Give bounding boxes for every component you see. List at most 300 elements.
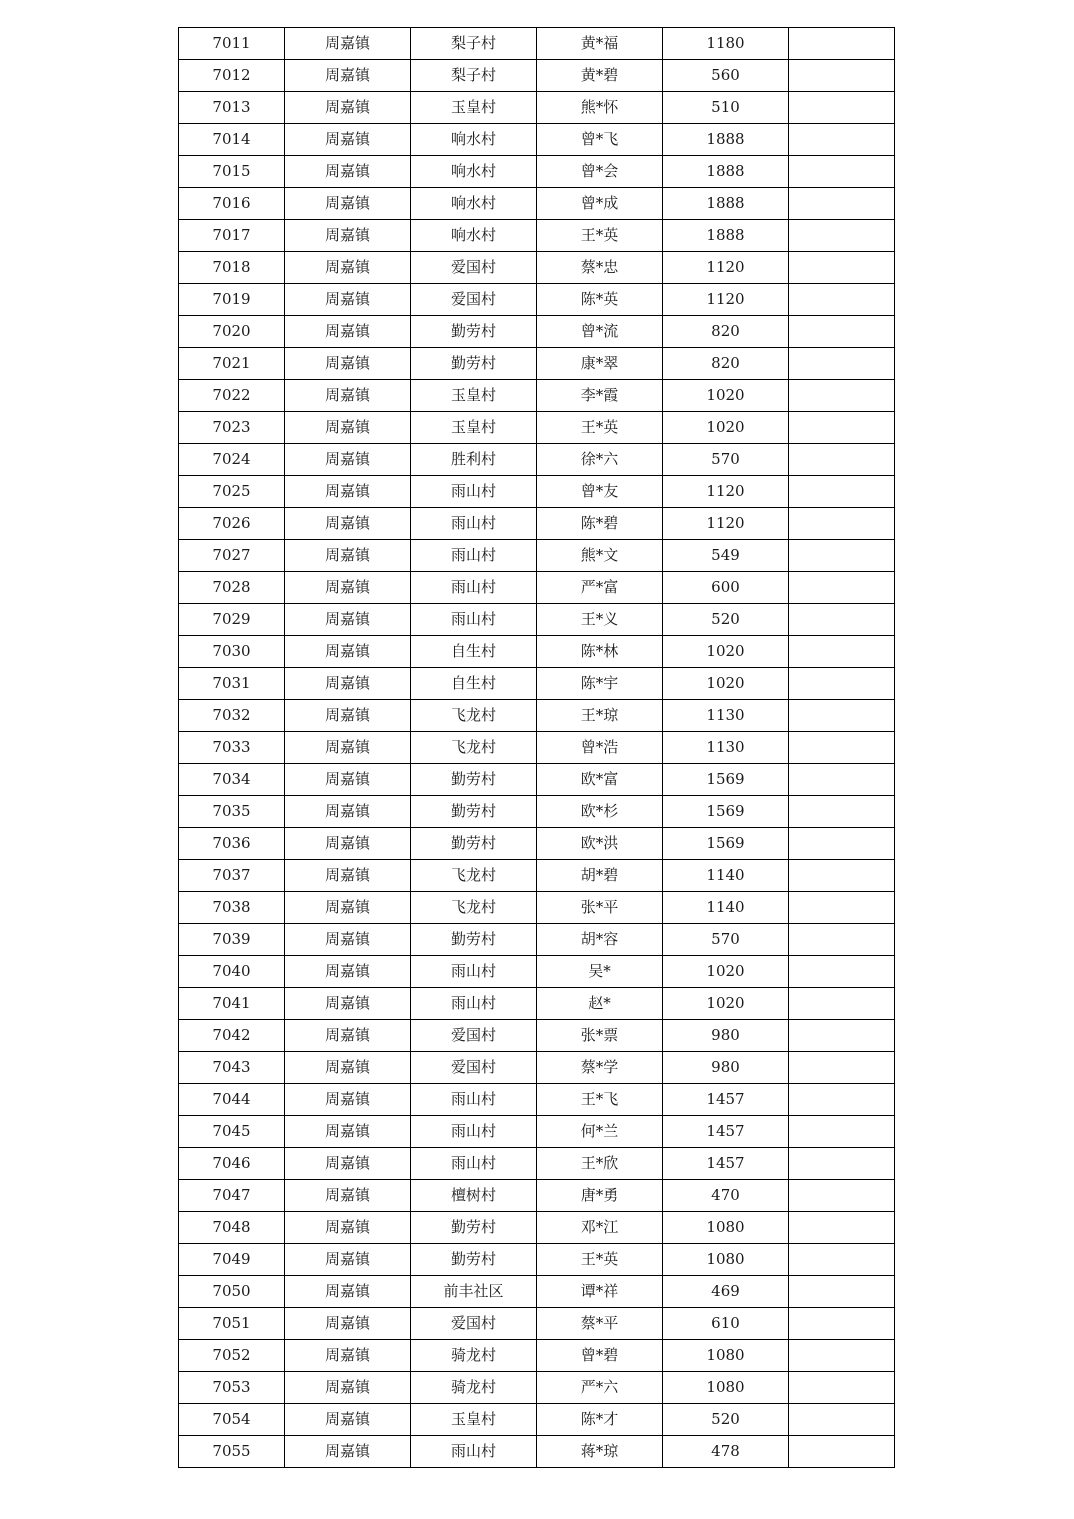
- note-cell: [789, 540, 895, 572]
- person-name-cell: 欧*杉: [537, 796, 663, 828]
- person-name-cell: 陈*英: [537, 284, 663, 316]
- note-cell: [789, 156, 895, 188]
- amount-cell: 549: [663, 540, 789, 572]
- note-cell: [789, 188, 895, 220]
- person-name-cell: 王*琼: [537, 700, 663, 732]
- note-cell: [789, 764, 895, 796]
- town-cell: 周嘉镇: [285, 700, 411, 732]
- town-cell: 周嘉镇: [285, 796, 411, 828]
- village-cell: 梨子村: [411, 28, 537, 60]
- serial-number-cell: 7018: [179, 252, 285, 284]
- note-cell: [789, 1244, 895, 1276]
- table-row: [179, 60, 895, 92]
- note-cell: [789, 732, 895, 764]
- table-row: [179, 1180, 895, 1212]
- village-cell: 雨山村: [411, 956, 537, 988]
- note-cell: [789, 892, 895, 924]
- note-cell: [789, 1116, 895, 1148]
- table-row: [179, 956, 895, 988]
- note-cell: [789, 1052, 895, 1084]
- person-name-cell: 欧*富: [537, 764, 663, 796]
- note-cell: [789, 444, 895, 476]
- note-cell: [789, 124, 895, 156]
- village-cell: 檀树村: [411, 1180, 537, 1212]
- note-cell: [789, 668, 895, 700]
- table-row: [179, 988, 895, 1020]
- serial-number-cell: 7047: [179, 1180, 285, 1212]
- amount-cell: 570: [663, 924, 789, 956]
- village-cell: 爱国村: [411, 1308, 537, 1340]
- person-name-cell: 蔡*平: [537, 1308, 663, 1340]
- table-row: [179, 924, 895, 956]
- town-cell: 周嘉镇: [285, 1052, 411, 1084]
- note-cell: [789, 860, 895, 892]
- village-cell: 玉皇村: [411, 92, 537, 124]
- table-row: [179, 1020, 895, 1052]
- town-cell: 周嘉镇: [285, 1340, 411, 1372]
- town-cell: 周嘉镇: [285, 380, 411, 412]
- table-row: [179, 700, 895, 732]
- village-cell: 响水村: [411, 156, 537, 188]
- person-name-cell: 王*飞: [537, 1084, 663, 1116]
- serial-number-cell: 7037: [179, 860, 285, 892]
- table-row: [179, 124, 895, 156]
- person-name-cell: 曾*飞: [537, 124, 663, 156]
- village-cell: 自生村: [411, 668, 537, 700]
- amount-cell: 1020: [663, 956, 789, 988]
- serial-number-cell: 7033: [179, 732, 285, 764]
- person-name-cell: 陈*碧: [537, 508, 663, 540]
- note-cell: [789, 604, 895, 636]
- serial-number-cell: 7046: [179, 1148, 285, 1180]
- amount-cell: 560: [663, 60, 789, 92]
- person-name-cell: 王*英: [537, 1244, 663, 1276]
- note-cell: [789, 284, 895, 316]
- amount-cell: 1180: [663, 28, 789, 60]
- amount-cell: 820: [663, 348, 789, 380]
- note-cell: [789, 1308, 895, 1340]
- serial-number-cell: 7051: [179, 1308, 285, 1340]
- note-cell: [789, 1340, 895, 1372]
- town-cell: 周嘉镇: [285, 860, 411, 892]
- town-cell: 周嘉镇: [285, 220, 411, 252]
- amount-cell: 1569: [663, 796, 789, 828]
- town-cell: 周嘉镇: [285, 956, 411, 988]
- village-cell: 飞龙村: [411, 860, 537, 892]
- note-cell: [789, 28, 895, 60]
- serial-number-cell: 7044: [179, 1084, 285, 1116]
- town-cell: 周嘉镇: [285, 572, 411, 604]
- table-row: [179, 1436, 895, 1468]
- person-name-cell: 李*霞: [537, 380, 663, 412]
- note-cell: [789, 924, 895, 956]
- person-name-cell: 蔡*学: [537, 1052, 663, 1084]
- person-name-cell: 王*英: [537, 412, 663, 444]
- note-cell: [789, 60, 895, 92]
- amount-cell: 478: [663, 1436, 789, 1468]
- table-row: [179, 444, 895, 476]
- serial-number-cell: 7035: [179, 796, 285, 828]
- village-cell: 雨山村: [411, 604, 537, 636]
- town-cell: 周嘉镇: [285, 732, 411, 764]
- table-row: [179, 220, 895, 252]
- town-cell: 周嘉镇: [285, 188, 411, 220]
- town-cell: 周嘉镇: [285, 1148, 411, 1180]
- note-cell: [789, 828, 895, 860]
- table-row: [179, 540, 895, 572]
- town-cell: 周嘉镇: [285, 1244, 411, 1276]
- village-cell: 雨山村: [411, 572, 537, 604]
- table-row: [179, 604, 895, 636]
- table-body: [179, 28, 895, 1468]
- town-cell: 周嘉镇: [285, 508, 411, 540]
- village-cell: 雨山村: [411, 540, 537, 572]
- serial-number-cell: 7032: [179, 700, 285, 732]
- amount-cell: 1140: [663, 860, 789, 892]
- amount-cell: 469: [663, 1276, 789, 1308]
- amount-cell: 510: [663, 92, 789, 124]
- village-cell: 雨山村: [411, 508, 537, 540]
- note-cell: [789, 1404, 895, 1436]
- note-cell: [789, 1436, 895, 1468]
- serial-number-cell: 7048: [179, 1212, 285, 1244]
- village-cell: 勤劳村: [411, 764, 537, 796]
- town-cell: 周嘉镇: [285, 924, 411, 956]
- village-cell: 勤劳村: [411, 348, 537, 380]
- table-row: [179, 380, 895, 412]
- amount-cell: 1020: [663, 380, 789, 412]
- serial-number-cell: 7038: [179, 892, 285, 924]
- serial-number-cell: 7011: [179, 28, 285, 60]
- table-row: [179, 860, 895, 892]
- amount-cell: 1888: [663, 156, 789, 188]
- note-cell: [789, 636, 895, 668]
- town-cell: 周嘉镇: [285, 764, 411, 796]
- town-cell: 周嘉镇: [285, 1372, 411, 1404]
- person-name-cell: 熊*文: [537, 540, 663, 572]
- town-cell: 周嘉镇: [285, 1404, 411, 1436]
- village-cell: 雨山村: [411, 1084, 537, 1116]
- town-cell: 周嘉镇: [285, 1436, 411, 1468]
- person-name-cell: 蔡*忠: [537, 252, 663, 284]
- village-cell: 响水村: [411, 188, 537, 220]
- person-name-cell: 胡*容: [537, 924, 663, 956]
- person-name-cell: 陈*林: [537, 636, 663, 668]
- note-cell: [789, 956, 895, 988]
- table-row: [179, 1244, 895, 1276]
- table-row: [179, 1148, 895, 1180]
- table-row: [179, 508, 895, 540]
- town-cell: 周嘉镇: [285, 28, 411, 60]
- amount-cell: 820: [663, 316, 789, 348]
- serial-number-cell: 7028: [179, 572, 285, 604]
- village-cell: 勤劳村: [411, 316, 537, 348]
- person-name-cell: 黄*福: [537, 28, 663, 60]
- person-name-cell: 唐*勇: [537, 1180, 663, 1212]
- town-cell: 周嘉镇: [285, 92, 411, 124]
- person-name-cell: 何*兰: [537, 1116, 663, 1148]
- serial-number-cell: 7052: [179, 1340, 285, 1372]
- table-row: [179, 348, 895, 380]
- village-cell: 玉皇村: [411, 412, 537, 444]
- person-name-cell: 张*平: [537, 892, 663, 924]
- town-cell: 周嘉镇: [285, 348, 411, 380]
- serial-number-cell: 7054: [179, 1404, 285, 1436]
- table-row: [179, 1052, 895, 1084]
- amount-cell: 1569: [663, 764, 789, 796]
- town-cell: 周嘉镇: [285, 316, 411, 348]
- table-row: [179, 316, 895, 348]
- town-cell: 周嘉镇: [285, 636, 411, 668]
- village-cell: 骑龙村: [411, 1372, 537, 1404]
- amount-cell: 1569: [663, 828, 789, 860]
- table-row: [179, 764, 895, 796]
- amount-cell: 1020: [663, 412, 789, 444]
- note-cell: [789, 380, 895, 412]
- person-name-cell: 曾*会: [537, 156, 663, 188]
- table-row: [179, 892, 895, 924]
- town-cell: 周嘉镇: [285, 540, 411, 572]
- person-name-cell: 曾*浩: [537, 732, 663, 764]
- person-name-cell: 曾*碧: [537, 1340, 663, 1372]
- serial-number-cell: 7049: [179, 1244, 285, 1276]
- town-cell: 周嘉镇: [285, 476, 411, 508]
- person-name-cell: 吴*: [537, 956, 663, 988]
- table-row: [179, 1340, 895, 1372]
- village-cell: 爱国村: [411, 252, 537, 284]
- person-name-cell: 张*票: [537, 1020, 663, 1052]
- village-cell: 爱国村: [411, 1020, 537, 1052]
- serial-number-cell: 7022: [179, 380, 285, 412]
- table-row: [179, 252, 895, 284]
- table-row: [179, 188, 895, 220]
- serial-number-cell: 7050: [179, 1276, 285, 1308]
- village-cell: 响水村: [411, 220, 537, 252]
- village-cell: 勤劳村: [411, 924, 537, 956]
- town-cell: 周嘉镇: [285, 1116, 411, 1148]
- town-cell: 周嘉镇: [285, 988, 411, 1020]
- amount-cell: 1080: [663, 1212, 789, 1244]
- amount-cell: 1888: [663, 220, 789, 252]
- amount-cell: 600: [663, 572, 789, 604]
- village-cell: 胜利村: [411, 444, 537, 476]
- person-name-cell: 曾*流: [537, 316, 663, 348]
- amount-cell: 1020: [663, 636, 789, 668]
- serial-number-cell: 7025: [179, 476, 285, 508]
- person-name-cell: 邓*江: [537, 1212, 663, 1244]
- person-name-cell: 黄*碧: [537, 60, 663, 92]
- amount-cell: 980: [663, 1052, 789, 1084]
- amount-cell: 1457: [663, 1084, 789, 1116]
- note-cell: [789, 508, 895, 540]
- village-cell: 前丰社区: [411, 1276, 537, 1308]
- village-cell: 梨子村: [411, 60, 537, 92]
- serial-number-cell: 7016: [179, 188, 285, 220]
- amount-cell: 1130: [663, 732, 789, 764]
- note-cell: [789, 412, 895, 444]
- table-row: [179, 28, 895, 60]
- town-cell: 周嘉镇: [285, 1212, 411, 1244]
- town-cell: 周嘉镇: [285, 444, 411, 476]
- table-row: [179, 412, 895, 444]
- table-row: [179, 828, 895, 860]
- serial-number-cell: 7031: [179, 668, 285, 700]
- amount-cell: 1457: [663, 1148, 789, 1180]
- note-cell: [789, 1148, 895, 1180]
- town-cell: 周嘉镇: [285, 284, 411, 316]
- table-row: [179, 1084, 895, 1116]
- table-row: [179, 1404, 895, 1436]
- amount-cell: 1080: [663, 1244, 789, 1276]
- town-cell: 周嘉镇: [285, 60, 411, 92]
- town-cell: 周嘉镇: [285, 892, 411, 924]
- serial-number-cell: 7042: [179, 1020, 285, 1052]
- amount-cell: 1120: [663, 508, 789, 540]
- town-cell: 周嘉镇: [285, 156, 411, 188]
- village-cell: 勤劳村: [411, 1244, 537, 1276]
- data-table: [178, 27, 895, 1468]
- person-name-cell: 蒋*琼: [537, 1436, 663, 1468]
- amount-cell: 1888: [663, 188, 789, 220]
- village-cell: 雨山村: [411, 1148, 537, 1180]
- village-cell: 玉皇村: [411, 380, 537, 412]
- serial-number-cell: 7034: [179, 764, 285, 796]
- serial-number-cell: 7026: [179, 508, 285, 540]
- table-row: [179, 1276, 895, 1308]
- serial-number-cell: 7027: [179, 540, 285, 572]
- note-cell: [789, 348, 895, 380]
- town-cell: 周嘉镇: [285, 1180, 411, 1212]
- serial-number-cell: 7041: [179, 988, 285, 1020]
- table-row: [179, 1308, 895, 1340]
- village-cell: 飞龙村: [411, 892, 537, 924]
- note-cell: [789, 700, 895, 732]
- village-cell: 雨山村: [411, 988, 537, 1020]
- village-cell: 玉皇村: [411, 1404, 537, 1436]
- amount-cell: 570: [663, 444, 789, 476]
- village-cell: 勤劳村: [411, 1212, 537, 1244]
- table-row: [179, 732, 895, 764]
- table-row: [179, 156, 895, 188]
- amount-cell: 610: [663, 1308, 789, 1340]
- town-cell: 周嘉镇: [285, 828, 411, 860]
- table-row: [179, 284, 895, 316]
- village-cell: 飞龙村: [411, 732, 537, 764]
- village-cell: 自生村: [411, 636, 537, 668]
- village-cell: 勤劳村: [411, 796, 537, 828]
- table-row: [179, 1116, 895, 1148]
- amount-cell: 1457: [663, 1116, 789, 1148]
- table-row: [179, 476, 895, 508]
- table-row: [179, 796, 895, 828]
- note-cell: [789, 1372, 895, 1404]
- amount-cell: 520: [663, 1404, 789, 1436]
- note-cell: [789, 572, 895, 604]
- person-name-cell: 徐*六: [537, 444, 663, 476]
- town-cell: 周嘉镇: [285, 1308, 411, 1340]
- serial-number-cell: 7021: [179, 348, 285, 380]
- village-cell: 雨山村: [411, 1116, 537, 1148]
- town-cell: 周嘉镇: [285, 1020, 411, 1052]
- person-name-cell: 康*翠: [537, 348, 663, 380]
- note-cell: [789, 252, 895, 284]
- town-cell: 周嘉镇: [285, 604, 411, 636]
- amount-cell: 1888: [663, 124, 789, 156]
- person-name-cell: 赵*: [537, 988, 663, 1020]
- note-cell: [789, 796, 895, 828]
- village-cell: 飞龙村: [411, 700, 537, 732]
- note-cell: [789, 220, 895, 252]
- serial-number-cell: 7020: [179, 316, 285, 348]
- person-name-cell: 胡*碧: [537, 860, 663, 892]
- amount-cell: 1080: [663, 1372, 789, 1404]
- table-row: [179, 1372, 895, 1404]
- amount-cell: 1130: [663, 700, 789, 732]
- town-cell: 周嘉镇: [285, 668, 411, 700]
- serial-number-cell: 7040: [179, 956, 285, 988]
- table-row: [179, 572, 895, 604]
- note-cell: [789, 1212, 895, 1244]
- amount-cell: 470: [663, 1180, 789, 1212]
- village-cell: 勤劳村: [411, 828, 537, 860]
- person-name-cell: 欧*洪: [537, 828, 663, 860]
- person-name-cell: 王*义: [537, 604, 663, 636]
- person-name-cell: 曾*友: [537, 476, 663, 508]
- note-cell: [789, 988, 895, 1020]
- note-cell: [789, 476, 895, 508]
- person-name-cell: 陈*宇: [537, 668, 663, 700]
- amount-cell: 1120: [663, 284, 789, 316]
- serial-number-cell: 7013: [179, 92, 285, 124]
- person-name-cell: 王*英: [537, 220, 663, 252]
- serial-number-cell: 7045: [179, 1116, 285, 1148]
- serial-number-cell: 7036: [179, 828, 285, 860]
- serial-number-cell: 7039: [179, 924, 285, 956]
- serial-number-cell: 7023: [179, 412, 285, 444]
- town-cell: 周嘉镇: [285, 252, 411, 284]
- person-name-cell: 严*六: [537, 1372, 663, 1404]
- amount-cell: 1020: [663, 668, 789, 700]
- amount-cell: 980: [663, 1020, 789, 1052]
- table-row: [179, 668, 895, 700]
- village-cell: 骑龙村: [411, 1340, 537, 1372]
- note-cell: [789, 316, 895, 348]
- note-cell: [789, 1276, 895, 1308]
- person-name-cell: 谭*祥: [537, 1276, 663, 1308]
- serial-number-cell: 7012: [179, 60, 285, 92]
- serial-number-cell: 7053: [179, 1372, 285, 1404]
- note-cell: [789, 92, 895, 124]
- village-cell: 雨山村: [411, 1436, 537, 1468]
- person-name-cell: 严*富: [537, 572, 663, 604]
- person-name-cell: 陈*才: [537, 1404, 663, 1436]
- village-cell: 爱国村: [411, 1052, 537, 1084]
- town-cell: 周嘉镇: [285, 412, 411, 444]
- table-row: [179, 1212, 895, 1244]
- serial-number-cell: 7043: [179, 1052, 285, 1084]
- amount-cell: 520: [663, 604, 789, 636]
- serial-number-cell: 7017: [179, 220, 285, 252]
- amount-cell: 1080: [663, 1340, 789, 1372]
- village-cell: 雨山村: [411, 476, 537, 508]
- serial-number-cell: 7030: [179, 636, 285, 668]
- amount-cell: 1120: [663, 476, 789, 508]
- serial-number-cell: 7015: [179, 156, 285, 188]
- town-cell: 周嘉镇: [285, 1276, 411, 1308]
- town-cell: 周嘉镇: [285, 1084, 411, 1116]
- serial-number-cell: 7055: [179, 1436, 285, 1468]
- person-name-cell: 曾*成: [537, 188, 663, 220]
